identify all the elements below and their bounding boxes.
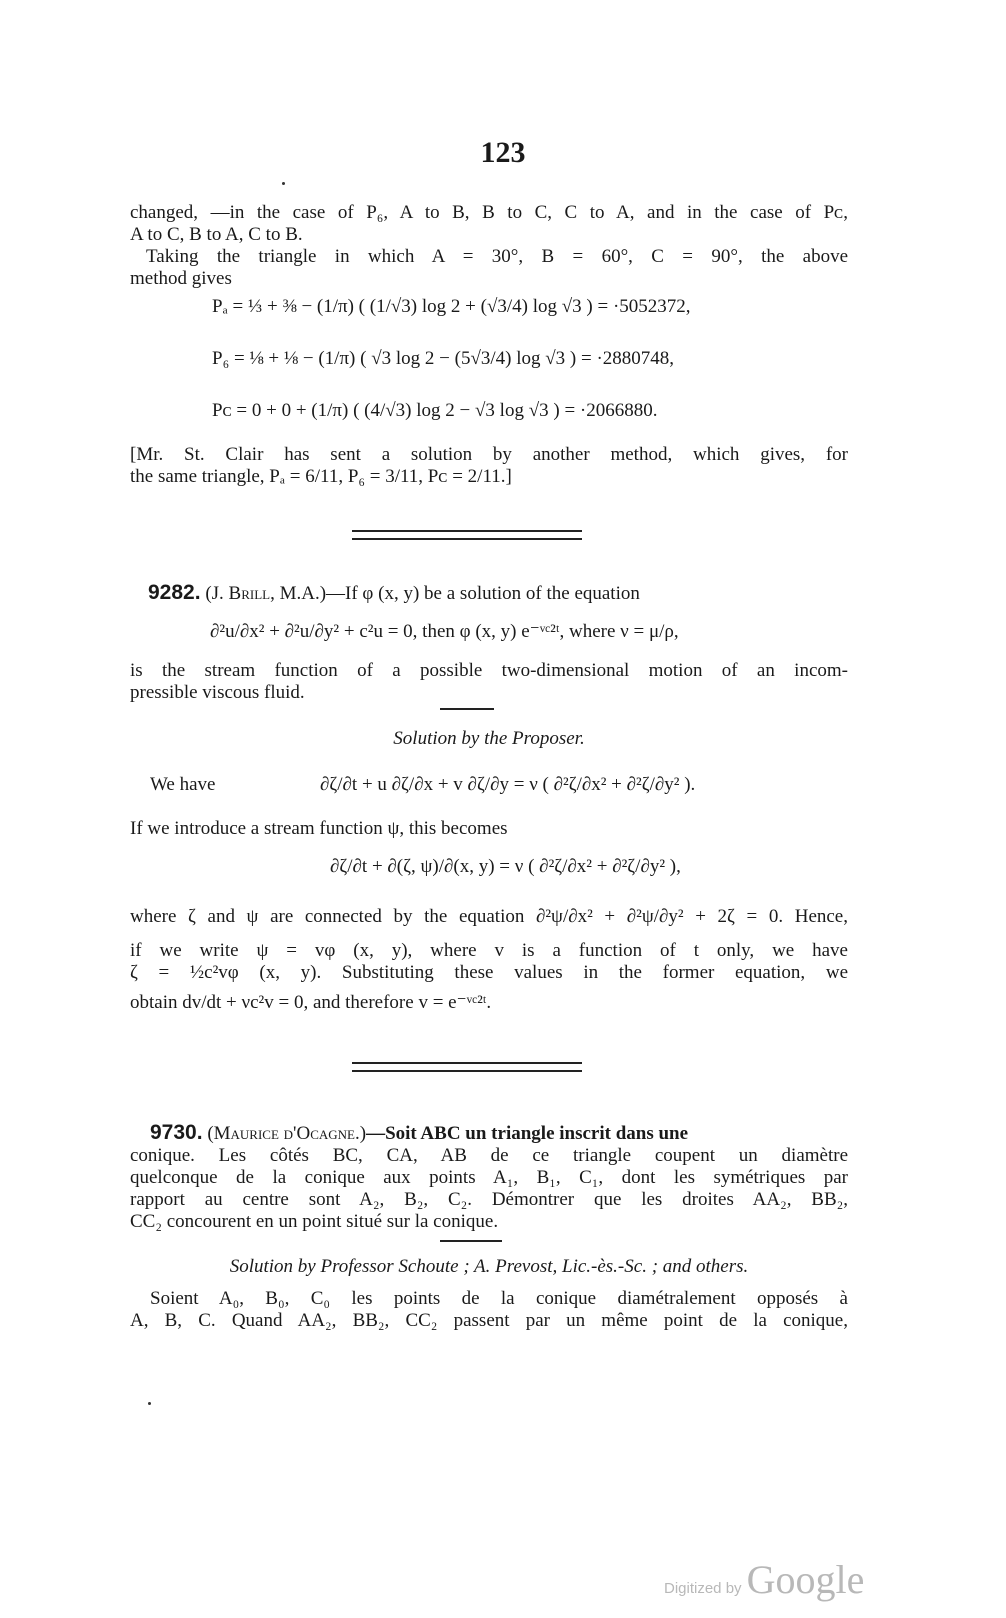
- solution-heading-text: Solution by Professor Schoute ; A. Prevost, Lic.-ès.-Sc. ; and others.: [229, 1256, 749, 1277]
- text-line: Taking the triangle in which A = 30°, B = 60°, C = 90°, the above: [146, 246, 848, 267]
- solution-heading-9730: [130, 1256, 848, 1278]
- text-line: If we introduce a stream function ψ, this becomes: [130, 818, 508, 839]
- question-9282-equation: ∂²u/∂x² + ∂²u/∂y² + c²u = 0, then φ (x, y) e⁻ᵛᶜ²ᵗ, where ν = μ/ρ,: [210, 621, 679, 642]
- solution-heading-text: Solution by the Proposer.: [393, 728, 585, 749]
- page-number: 123: [480, 136, 526, 169]
- text-line: the same triangle, Pₐ = 6/11, P₆ = 3/11, Pᴄ = 2/11.]: [130, 466, 512, 487]
- text-line: ζ = ½c²vφ (x, y). Substituting these values in the former equation, we: [130, 962, 848, 983]
- text-line: [Mr. St. Clair has sent a solution by another method, which gives, for: [130, 444, 848, 465]
- solution-body-9282: [130, 906, 848, 1014]
- stream-equation: ∂ζ/∂t + ∂(ζ, ψ)/∂(x, y) = ν ( ∂²ζ/∂x² + ∂²ζ/∂y² ),: [330, 856, 681, 877]
- text-line: where ζ and ψ are connected by the equation ∂²ψ/∂x² + ∂²ψ/∂y² + 2ζ = 0. Hence,: [130, 906, 848, 927]
- equation-pc: Pᴄ = 0 + 0 + (1/π) ( (4/√3) log 2 − √3 log √3 ) = ·2066880.: [212, 400, 658, 421]
- question-author: (Maurice d'Ocagne.): [207, 1123, 367, 1144]
- watermark-google-logo: Google: [746, 1557, 865, 1602]
- text-line: A, B, C. Quand AA₂, BB₂, CC₂ passent par un même point de la conique,: [130, 1310, 848, 1331]
- text-line: Soient A₀, B₀, C₀ les points de la conique diamétralement opposés à: [150, 1288, 848, 1309]
- question-number: 9282.: [148, 581, 201, 604]
- question-9282-header: [148, 582, 848, 605]
- text-line: conique. Les côtés BC, CA, AB de ce triangle coupent un diamètre: [130, 1145, 848, 1166]
- question-9282-body: [130, 660, 848, 704]
- question-number: 9730.: [150, 1121, 203, 1144]
- watermark-small-text: Digitized by: [664, 1580, 742, 1597]
- question-9730: [130, 1122, 848, 1233]
- stream-function-intro: [130, 818, 848, 840]
- text-line: if we write ψ = vφ (x, y), where v is a function of t only, we have: [130, 940, 848, 961]
- text-line: is the stream function of a possible two-dimensional motion of an incom-: [130, 660, 848, 681]
- text-line: A to C, B to A, C to B.: [130, 224, 303, 245]
- text-line: quelconque de la conique aux points A₁, B₁, C₁, dont les symétriques par: [130, 1167, 848, 1188]
- text-line: CC₂ concourent en un point situé sur la conique.: [130, 1211, 499, 1232]
- section-divider: [352, 530, 582, 540]
- solution-heading-9282: [130, 728, 848, 750]
- we-have-label: We have: [150, 774, 216, 795]
- section-continued-text: [130, 202, 848, 290]
- question-author: (J. Brill, M.A.): [205, 583, 327, 604]
- short-rule: [440, 708, 494, 710]
- equation-pa: Pₐ = ⅓ + ⅜ − (1/π) ( (1/√3) log 2 + (√3/4) log √3 ) = ·5052372,: [212, 296, 691, 317]
- short-rule: [440, 1240, 502, 1242]
- section-divider: [352, 1062, 582, 1072]
- solution-body-9730: [130, 1288, 848, 1332]
- text-line: changed, —in the case of P₆, A to B, B to C, C to A, and in the case of Pᴄ,: [130, 202, 848, 223]
- text-line: obtain dv/dt + νc²v = 0, and therefore v = e⁻ᵛᶜ²ᵗ.: [130, 992, 492, 1013]
- digitized-by-google-watermark: [664, 1556, 864, 1603]
- vorticity-equation: ∂ζ/∂t + u ∂ζ/∂x + v ∂ζ/∂y = ν ( ∂²ζ/∂x² + ∂²ζ/∂y² ).: [320, 774, 696, 795]
- question-intro: —Soit ABC un triangle inscrit dans une: [366, 1123, 689, 1144]
- question-intro: —If φ (x, y) be a solution of the equation: [326, 583, 640, 604]
- text-line: pressible viscous fluid.: [130, 682, 305, 703]
- print-speck: [148, 1402, 151, 1405]
- equation-pb: P₆ = ⅛ + ⅛ − (1/π) ( √3 log 2 − (5√3/4) log √3 ) = ·2880748,: [212, 348, 675, 369]
- text-line: rapport au centre sont A₂, B₂, C₂. Démontrer que les droites AA₂, BB₂,: [130, 1189, 848, 1210]
- text-line: method gives: [130, 268, 232, 289]
- print-speck: [282, 182, 285, 185]
- editor-note: [130, 444, 848, 488]
